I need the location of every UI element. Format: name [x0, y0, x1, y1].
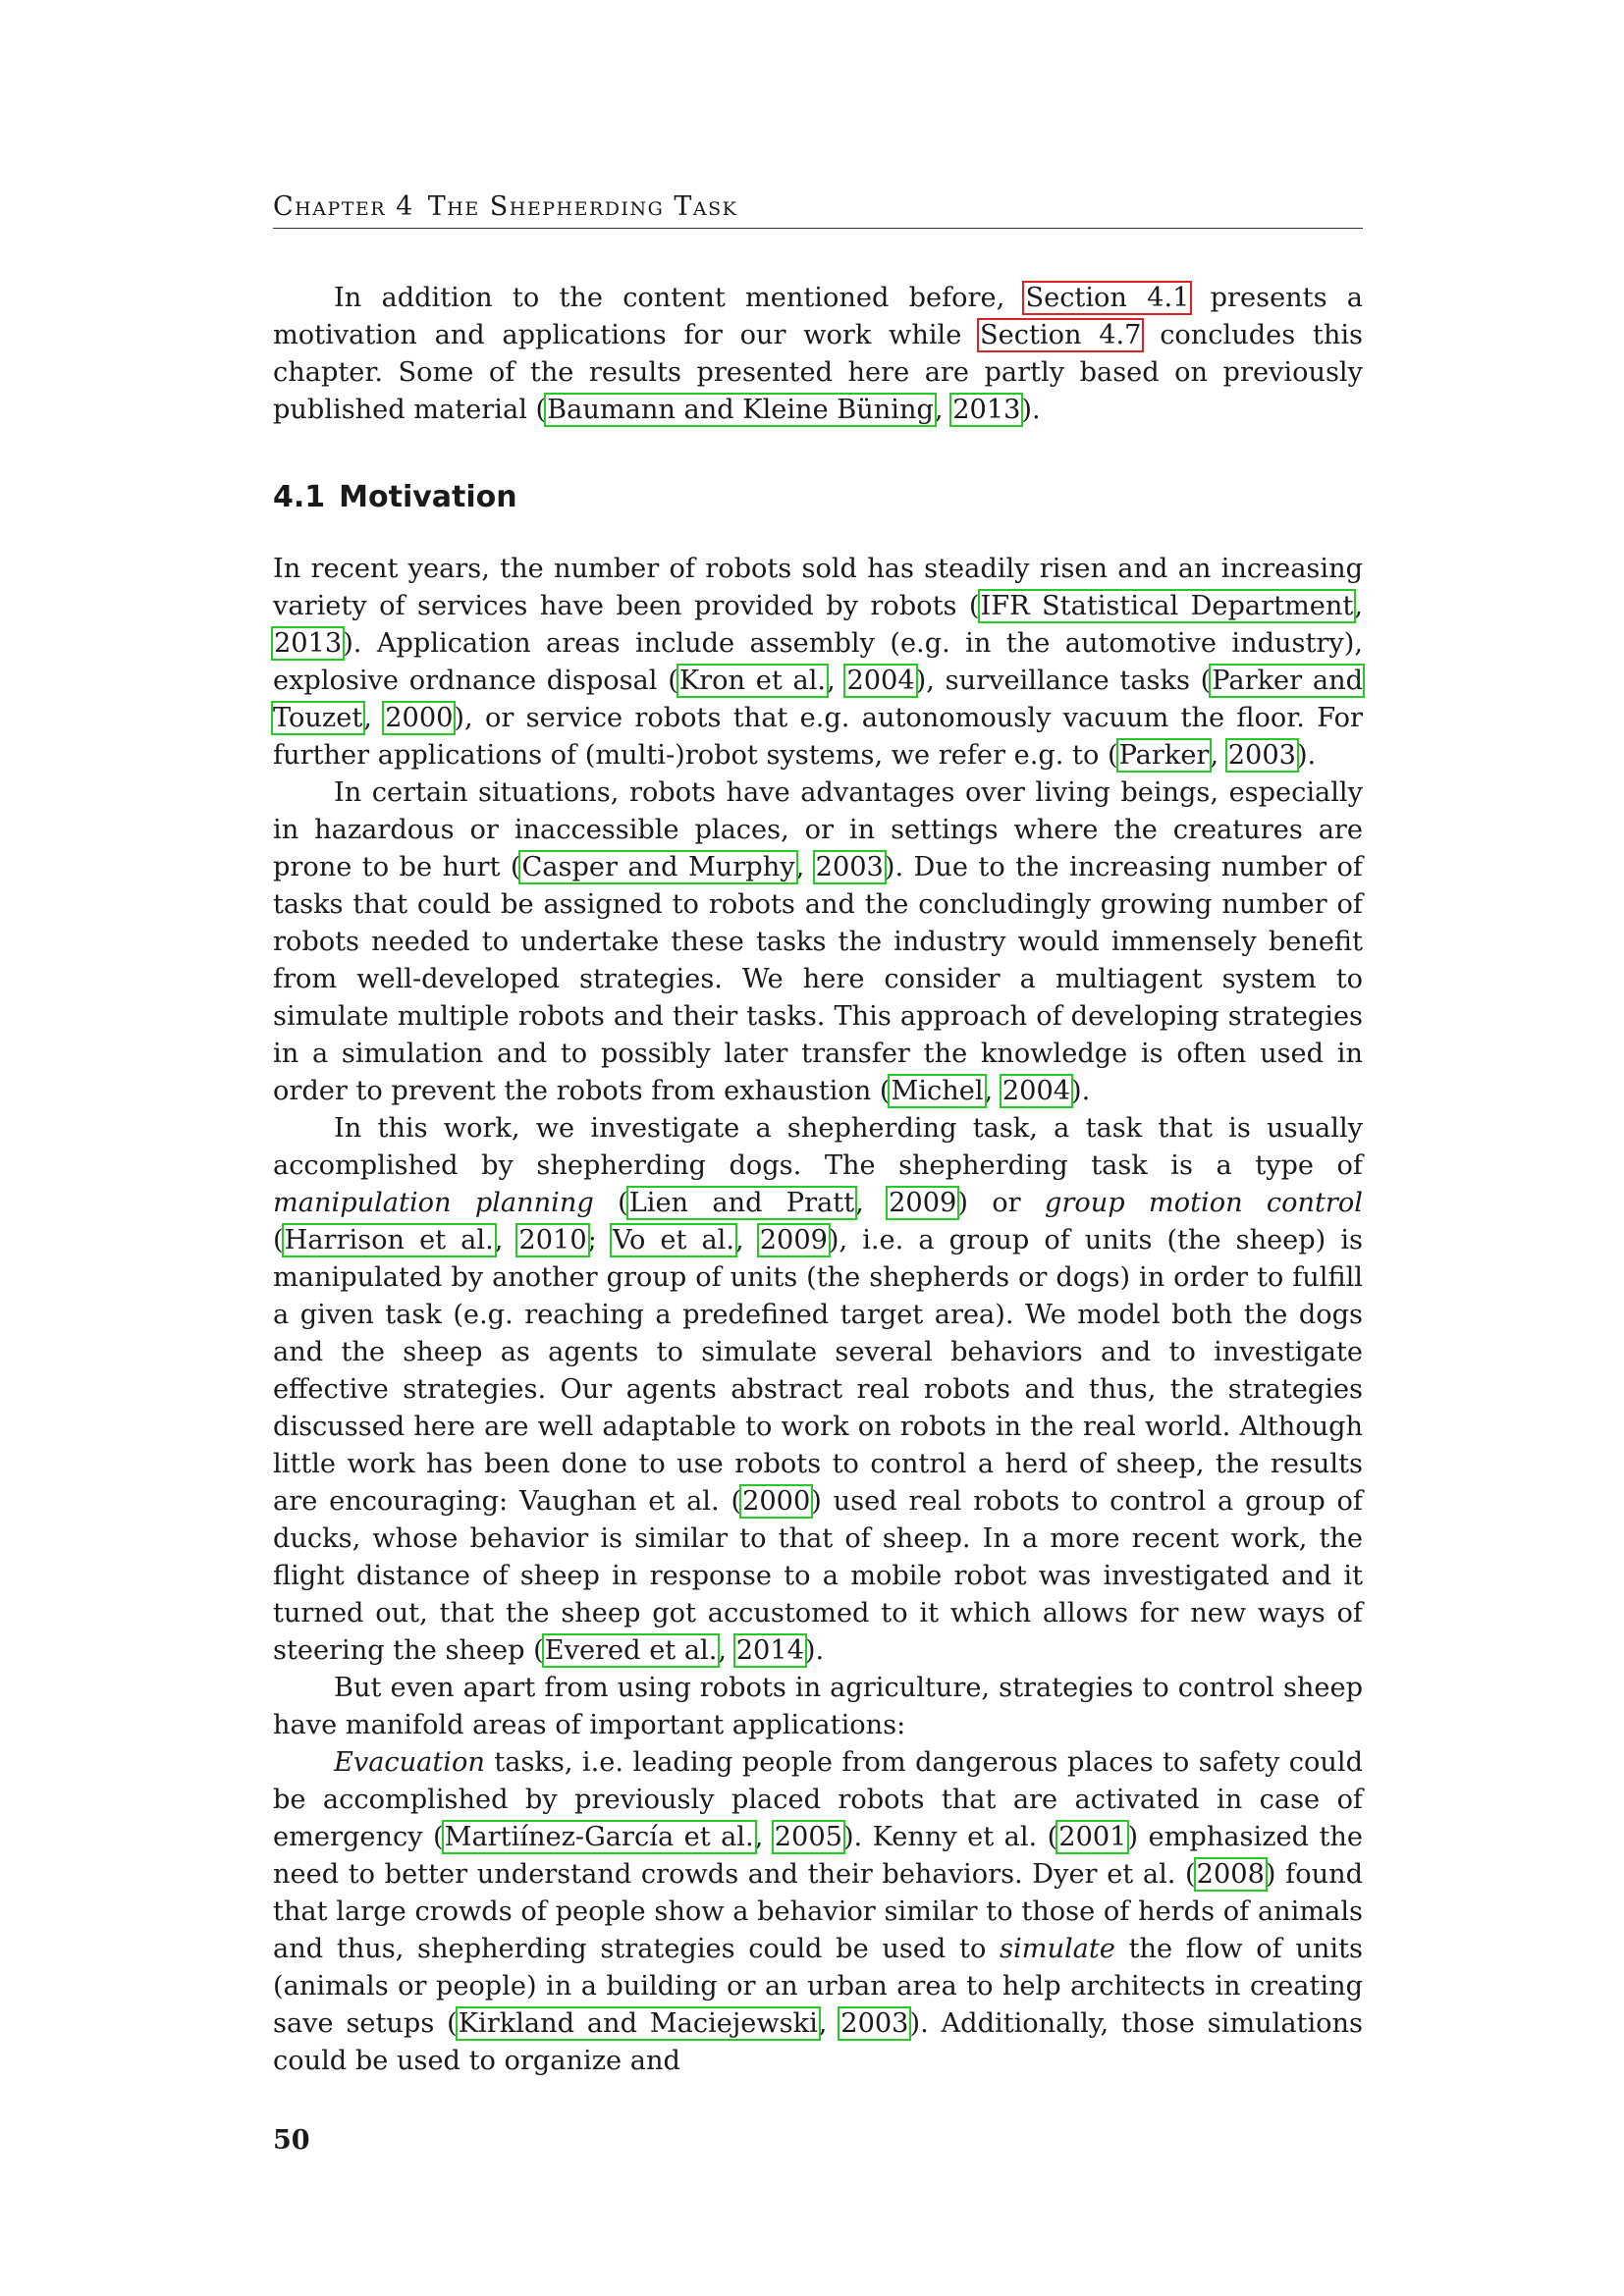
citation-author[interactable]: Kron et al. [678, 666, 827, 696]
citation-author[interactable]: Baumann and Kleine Büning [547, 395, 934, 425]
citation-author[interactable]: Evered et al. [544, 1635, 718, 1666]
chapter-number: 4 [396, 191, 414, 222]
citation-year[interactable]: 2013 [274, 628, 343, 659]
chapter-label: Chapter [273, 191, 387, 222]
citation-year[interactable]: 2008 [1196, 1859, 1265, 1890]
citation-year[interactable]: 2010 [518, 1225, 587, 1255]
citation-year[interactable]: 2003 [840, 2008, 909, 2039]
page-number: 50 [273, 2125, 310, 2156]
citation-author[interactable]: Vo et al. [612, 1225, 735, 1255]
citation-author[interactable]: Kirkland and Maciejewski [458, 2008, 818, 2039]
emphasis: group motion control [1044, 1188, 1363, 1218]
section-link-4-1[interactable]: Section 4.1 [1025, 283, 1190, 313]
paragraph-2: In certain situations, robots have advantages over living beings, especially in hazardous or inaccessible places, or in settings where the creatures are prone to be hurt (Casper and Murphy, 2003). Due to the increasing number of tasks that could be assigned to robots and the concludingly growing number of robots needed to undertake these tasks the industry would immensely benefit from well-developed strategies. We here consider a multiagent system to simulate multiple robots and their tasks. This approach of developing strategies in a simulation and to possibly later transfer the knowledge is often used in order to prevent the robots from exhaustion (Michel, 2004). [273, 777, 1363, 1106]
section-number: 4.1 [273, 480, 326, 514]
citation-year[interactable]: 2005 [774, 1822, 842, 1852]
paragraph-3: In this work, we investigate a shepherding task, a task that is usually accomplished by shepherding dogs. The shepherding task is a type of manipulation planning (Lien and Pratt, 2009) or group motion control (Harrison et al., 2010; Vo et al., 2009), i.e. a group of units (the sheep) is manipulated by another group of units (the shepherds or dogs) in order to fulfill a given task (e.g. reaching a predefined target area). We model both the dogs and the sheep as agents to simulate several behaviors and to investigate effective strategies. Our agents abstract real robots and thus, the strategies discussed here are well adaptable to work on robots in the real world. Although little work has been done to use robots to control a herd of sheep, the results are encouraging: Vaughan et al. (2000) used real robots to control a group of ducks, whose behavior is similar to that of sheep. In a more recent work, the flight distance of sheep in response to a mobile robot was investigated and it turned out, that the sheep got accustomed to it which allows for new ways of steering the sheep (Evered et al., 2014). [273, 1113, 1363, 1666]
paragraph-5: Evacuation tasks, i.e. leading people from dangerous places to safety could be accomplished by previously placed robots that are activated in case of emergency (Martiínez-García et al., 2005). Kenny et al. (2001) emphasized the need to better understand crowds and their behaviors. Dyer et al. (2008) found that large crowds of people show a behavior similar to those of herds of animals and thus, shepherding strategies could be used to simulate the flow of units (animals or people) in a building or an urban area to help architects in creating save setups (Kirkland and Maciejewski, 2003). Additionally, those simulations could be used to organize and [273, 1747, 1363, 2076]
citation-author[interactable]: Parker and Touzet [273, 666, 1364, 733]
page [273, 191, 1363, 2080]
citation-year[interactable]: 2003 [815, 852, 884, 882]
emphasis: simulate [1000, 1934, 1115, 1964]
citation-author[interactable]: Lien and Pratt [628, 1188, 855, 1218]
citation-year[interactable]: 2009 [759, 1225, 828, 1255]
citation-author[interactable]: IFR Statistical Department [980, 591, 1354, 621]
citation-year[interactable]: 2009 [889, 1188, 957, 1218]
intro-paragraph: In addition to the content mentioned before, Section 4.1 presents a motivation and applications for our work while Section 4.7 concludes this chapter. Some of the results presented here are partly based on previously published material (Baumann and Kleine Büning, 2013). [273, 283, 1363, 425]
body-text [273, 280, 1363, 2080]
citation-year[interactable]: 2000 [385, 703, 454, 733]
citation-year[interactable]: 2014 [735, 1635, 804, 1666]
citation-year[interactable]: 2003 [1227, 740, 1296, 771]
citation-year[interactable]: 2013 [952, 395, 1021, 425]
citation-author[interactable]: Parker [1118, 740, 1210, 771]
citation-author[interactable]: Harrison et al. [284, 1225, 494, 1255]
citation-year[interactable]: 2004 [1001, 1076, 1071, 1106]
citation-author[interactable]: Michel [891, 1076, 984, 1106]
citation-author[interactable]: Casper and Murphy [521, 852, 795, 882]
paragraph-4: But even apart from using robots in agriculture, strategies to control sheep have manifold areas of important applications: [273, 1673, 1363, 1740]
citation-year[interactable]: 2004 [846, 666, 915, 696]
section-heading [273, 480, 1363, 515]
citation-author[interactable]: Martiínez-García et al. [444, 1822, 754, 1852]
citation-year[interactable]: 2001 [1058, 1822, 1127, 1852]
section-link-4-7[interactable]: Section 4.7 [980, 320, 1142, 350]
chapter-title: The Shepherding Task [427, 191, 738, 222]
emphasis: manipulation planning [273, 1188, 594, 1218]
running-head [273, 191, 1363, 229]
citation-year[interactable]: 2000 [742, 1486, 811, 1517]
emphasis: Evacuation [334, 1747, 485, 1778]
paragraph-1: In recent years, the number of robots sold has steadily risen and an increasing variety of services have been provided by robots (IFR Statistical Department, 2013). Application areas include assembly (e.g. in the automotive industry), explosive ordnance disposal (Kron et al., 2004), surveillance tasks (Parker and Touzet, 2000), or service robots that e.g. autonomously vacuum the floor. For further applications of (multi-)robot systems, we refer e.g. to (Parker, 2003). [273, 554, 1364, 771]
section-title: Motivation [339, 480, 517, 514]
